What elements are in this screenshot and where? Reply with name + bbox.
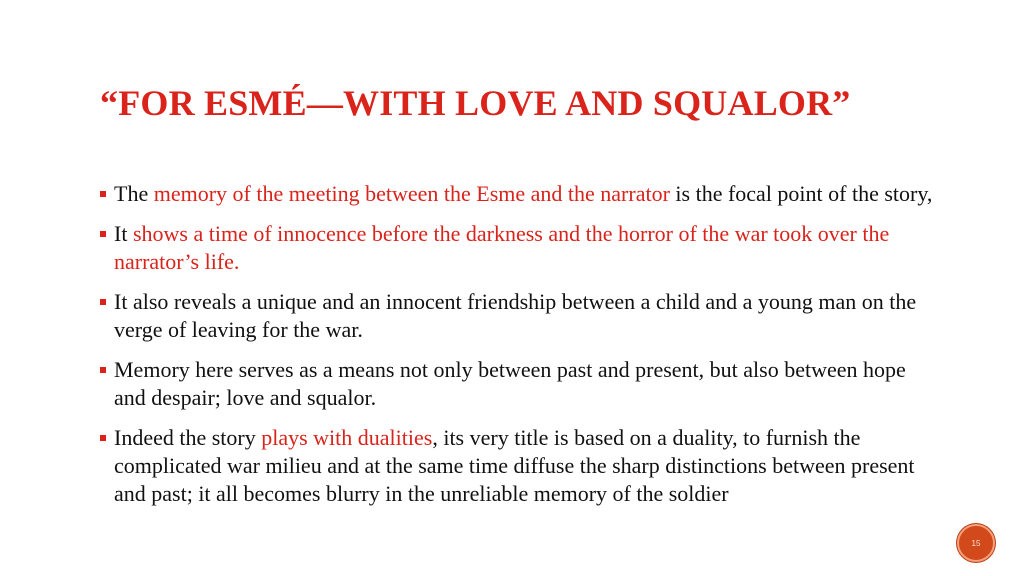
bullet-text: It also reveals a unique and an innocent friendship between a child and a young man on the verge of leaving for the war. xyxy=(114,289,917,342)
bullet-highlight: plays with dualities xyxy=(261,425,433,450)
slide-number: 15 xyxy=(971,538,981,548)
slide-number-badge xyxy=(957,524,995,562)
square-bullet-icon xyxy=(100,231,106,237)
bullet-highlight: shows a time of innocence before the darkness and the horror of the war took over the narrator’s life. xyxy=(114,221,890,274)
square-bullet-icon xyxy=(100,191,106,197)
bullet-item xyxy=(96,356,936,412)
square-bullet-icon xyxy=(100,299,106,305)
bullet-text: Memory here serves as a means not only between past and present, but also between hope and despair; love and squalor. xyxy=(114,357,906,410)
bullet-item xyxy=(96,180,936,208)
square-bullet-icon xyxy=(100,367,106,373)
slide-title: “FOR ESMÉ—WITH LOVE AND SQUALOR” xyxy=(100,83,851,123)
bullet-text: , its very title is based on a duality, to furnish the complicated war milieu and at the same time diffuse the sharp distinctions between present and past; it all becomes blurry in the unreliable memory of the soldier xyxy=(114,425,915,506)
square-bullet-icon xyxy=(100,435,106,441)
bullet-item xyxy=(96,220,936,276)
bullet-text: is the focal point of the story, xyxy=(669,181,933,206)
bullet-highlight: memory of the meeting between the Esme and the narrator xyxy=(153,181,670,206)
bullet-item xyxy=(96,424,936,508)
bullet-list xyxy=(96,180,936,520)
bullet-text: The xyxy=(114,181,154,206)
bullet-item xyxy=(96,288,936,344)
bullet-text: Indeed the story xyxy=(114,425,262,450)
bullet-text: It xyxy=(114,221,133,246)
